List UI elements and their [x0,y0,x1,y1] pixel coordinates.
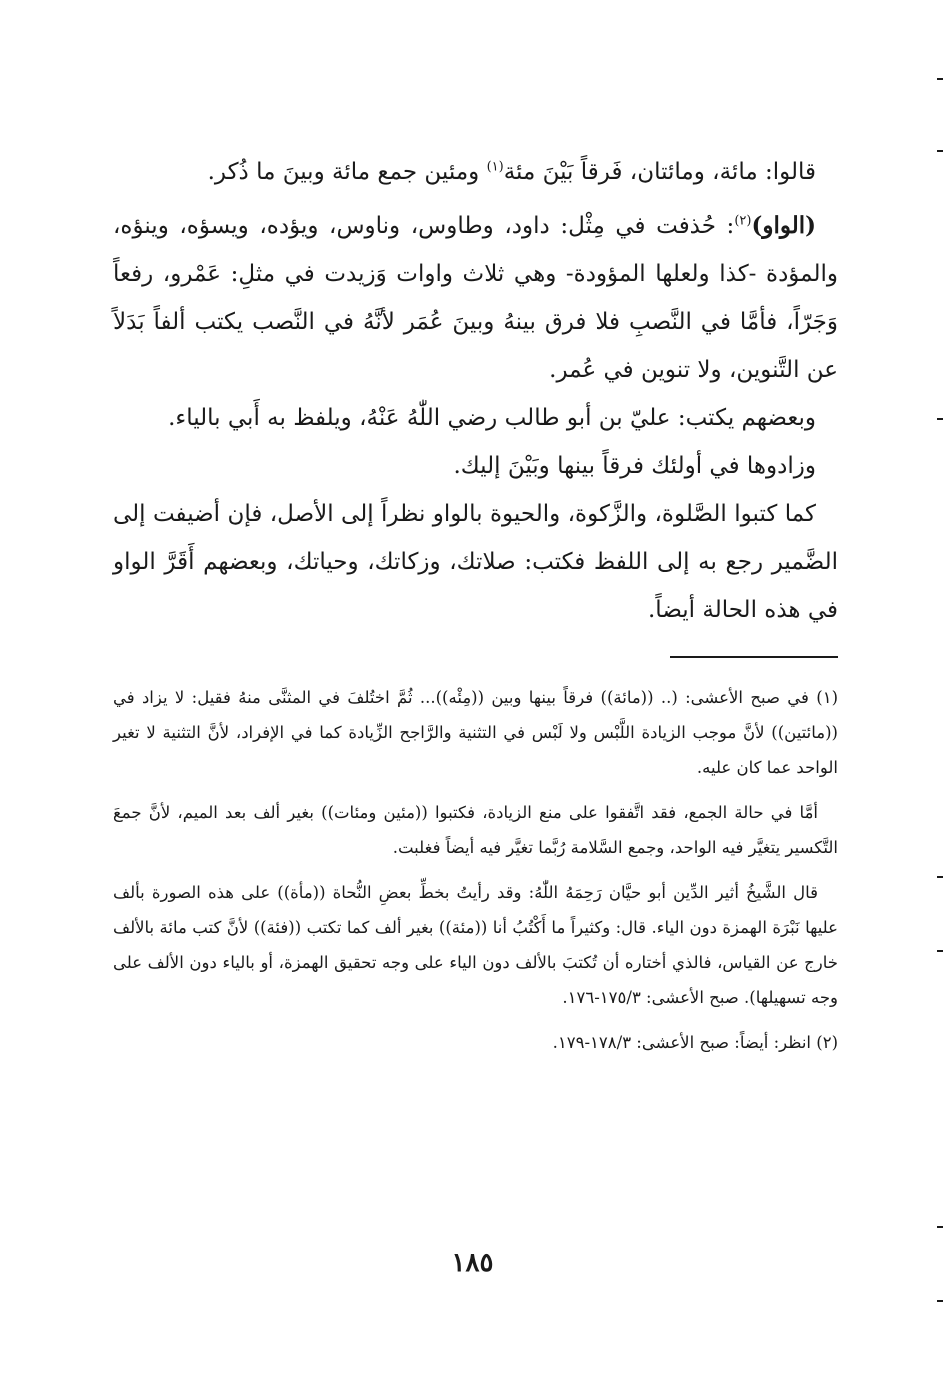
paragraph-ali: وبعضهم يكتب: عليّ بن أبو طالب رضي اللّٰهُ عَنْهُ، ويلفظ به أَبي بالياء. [168,405,816,431]
footnote-1-quote: قال الشَّيخُ أثير الدِّين أبو حيَّان رَحِمَهُ اللّٰهُ: وقد رأيتُ بخطِّ بعضِ النُّحاة ((مأة)) على هذه الصورة بألف عليها نَبْرَة الهمزة دون الياء. قال: وكثيراً ما أَكْتُبُ أنا ((مئة)) بغير ألف كما تكتب ((فئة)) لأنَّ كتب مائة بالألف خارج عن القياس، فالذي أختاره أن تُكتبَ بالألف دون الياء على وجه تحقيق الهمزة، أو بالياء دون الألف على وجه تسهيلها). صبح الأعشى: ١٧٥/٣-١٧٦. [113,883,838,1007]
main-text [113,148,838,634]
page-body [113,148,838,1060]
footnote-1-continued: أمَّا في حالة الجمع، فقد اتَّفقوا على منع الزيادة، فكتبوا ((مئين ومئات)) بغير ألف بعد الميم، لأنَّ جمعَ التَّكسير يتغيَّر فيه الواحد، وجمع السَّلامة رُبَّما تغيَّر فيه أيضاً فغلبت. [113,803,838,857]
section-heading-waw: (الواو) [751,212,816,239]
footnote-ref-1[interactable]: (١) [486,159,504,175]
margin-mark [937,950,943,952]
margin-mark [937,1226,943,1228]
footnote-ref-2[interactable]: (٢) [734,213,752,229]
footnote-separator [670,656,838,658]
margin-mark [937,150,943,152]
paragraph-hundred: قالوا: مائة، ومائتان، فَرقاً بَيْنَ مئة$^{(١)}$ ومئين جمع مائة وبينَ ما ذُكر. [207,159,816,185]
margin-mark [937,1300,943,1302]
footnotes [113,680,838,1060]
page-number: ١٨٥ [451,1248,494,1278]
paragraph-salat: كما كتبوا الصَّلوة، والزَّكوة، والحيوة بالواو نظراً إلى الأصل، فإن أضيفت إلى الضَّمير رجع به إلى اللفظ فكتب: صلاتك، وزكاتك، وحياتك، وبعضهم أَقَرَّ الواو في هذه الحالة أيضاً. [113,501,838,623]
footnote-2: (٢) انظر: أيضاً: صبح الأعشى: ١٧٨/٣-١٧٩. [552,1033,838,1052]
footnote-1: (١) في صبح الأعشى: (.. ((مائة)) فرقاً بينها وبين ((مِئْه))... ثُمَّ اختُلفَ في المثنَّى منهُ فقيل: لا يزاد في ((مائتين)) لأنَّ موجب الزيادة اللَّبْس ولا لَبْس في التثنية والرَّاجح الزِّيادة كما في الإفراد، لأنَّ التثنية لا تغير الواحد عما كان عليه. [113,688,838,777]
margin-mark [937,78,943,80]
margin-mark [937,418,943,420]
paragraph-waw: (الواو)$^{(٢)}$: حُذفت في مِثْل: داود، وطاوس، وناوس، ويؤده، ويسؤه، وينؤه، والمؤدة -كذا ولعلها المؤودة- وهي ثلاث واوات وَزيدت في مثلِ: عَمْرو، رفعاً وَجَرّاً، فأمَّا في النَّصبِ فلا فرق بينهُ وبينَ عُمَر لأنَّهُ في النَّصب يكتب ألفاً بَدَلاً عن التَّنوين، ولا تنوين في عُمر. [113,212,838,383]
paragraph-ulaika: وزادوها في أولئك فرقاً بينها وبَيْنَ إليك. [453,453,816,479]
margin-mark [937,876,943,878]
